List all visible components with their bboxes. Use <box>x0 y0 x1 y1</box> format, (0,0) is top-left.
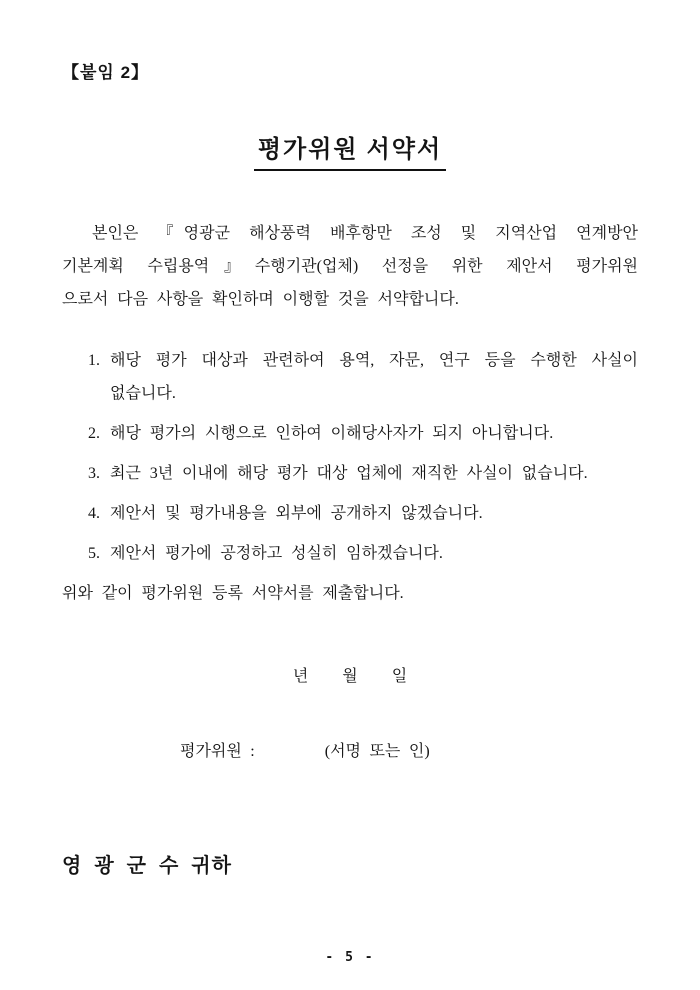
intro-line: 으로서 다음 사항을 확인하며 이행할 것을 서약합니다. <box>62 291 459 308</box>
pledge-item-continuation: 없습니다. <box>110 385 176 402</box>
pledge-item-number: 1. <box>88 352 100 369</box>
page-title: 평가위원 서약서 <box>254 129 446 171</box>
pledge-item-number: 4. <box>88 505 100 522</box>
pledge-item <box>88 497 638 530</box>
pledge-item <box>88 417 638 450</box>
signer-label: 평가위원 : <box>180 743 255 760</box>
pledge-item-line <box>88 497 638 530</box>
pledge-item-line <box>88 457 638 490</box>
pledge-item-line <box>88 417 638 450</box>
pledge-item-text: 최근 3년 이내에 해당 평가 대상 업체에 재직한 사실이 없습니다. <box>110 465 588 482</box>
signer-line <box>62 735 638 768</box>
pledge-item-line <box>88 344 638 377</box>
pledge-list <box>62 344 638 570</box>
pledge-item <box>88 457 638 490</box>
pledge-item-text: 제안서 및 평가내용을 외부에 공개하지 않겠습니다. <box>110 505 483 522</box>
pledge-item-text: 해당 평가의 시행으로 인하여 이해당사자가 되지 아니합니다. <box>110 425 554 442</box>
pledge-item-number: 3. <box>88 465 100 482</box>
intro-line: 본인은 『영광군 해상풍력 배후항만 조성 및 지역산업 연계방안 <box>92 225 638 242</box>
pledge-item-text: 제안서 평가에 공정하고 성실히 임하겠습니다. <box>110 545 443 562</box>
title-wrap <box>62 129 638 171</box>
attachment-label: 【붙임 2】 <box>62 63 150 82</box>
pledge-item <box>88 344 638 410</box>
pledge-item-text: 해당 평가 대상과 관련하여 용역, 자문, 연구 등을 수행한 사실이 <box>110 352 638 369</box>
pledge-item <box>88 537 638 570</box>
addressee: 영 광 군 수 귀하 <box>62 855 232 877</box>
signature-hint: (서명 또는 인) <box>324 743 430 760</box>
page-number: - 5 - <box>325 950 375 965</box>
pledge-item-line <box>88 537 638 570</box>
intro-paragraph <box>62 217 638 316</box>
closing-statement: 위와 같이 평가위원 등록 서약서를 제출합니다. <box>62 585 404 602</box>
intro-line: 기본계획 수립용역』수행기관(업체) 선정을 위한 제안서 평가위원 <box>62 258 638 275</box>
pledge-item-number: 2. <box>88 425 100 442</box>
pledge-item-number: 5. <box>88 545 100 562</box>
date-line: 년 월 일 <box>292 668 408 685</box>
